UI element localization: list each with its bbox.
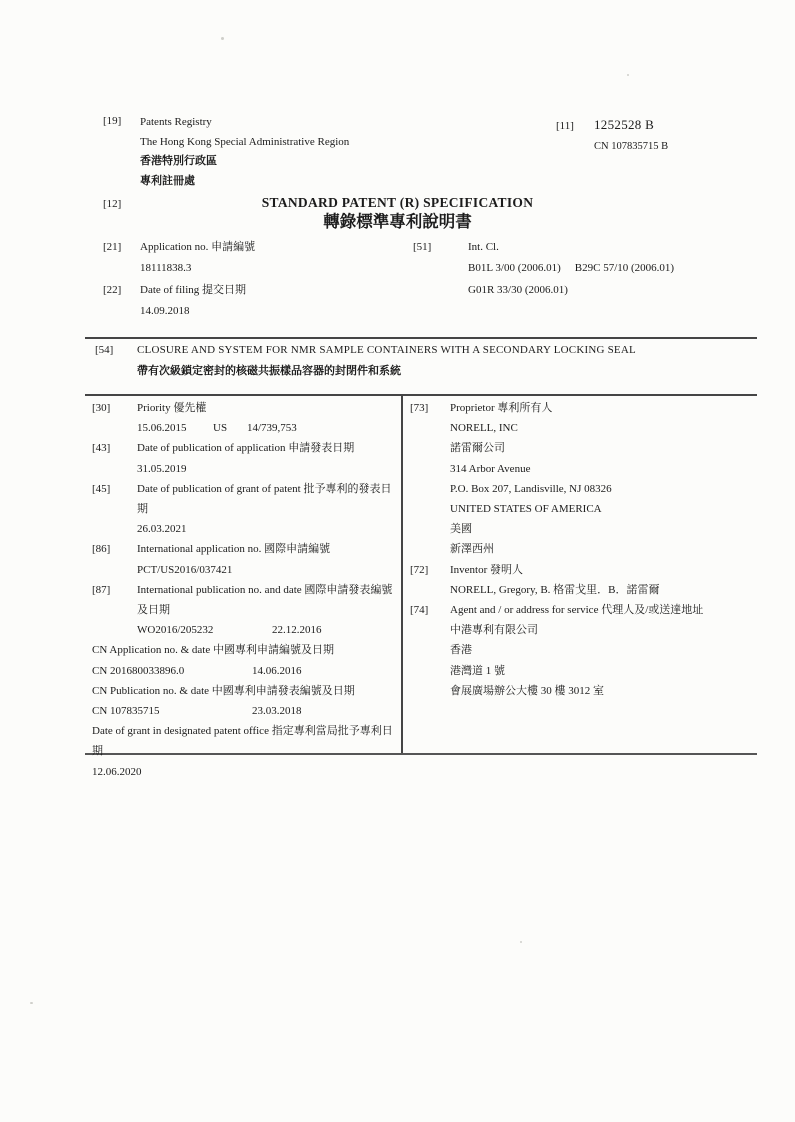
inventor-name: NORELL, Gregory, B. 格雷戈里．B．諾雷爾 bbox=[450, 583, 660, 596]
application-fields-block bbox=[103, 237, 403, 322]
ipc-class-2: B29C 57/10 (2006.01) bbox=[574, 262, 675, 275]
designated-grant-date: 12.06.2020 bbox=[92, 765, 142, 778]
invention-title-en: CLOSURE AND SYSTEM FOR NMR SAMPLE CONTAINERS WITH A SECONDARY LOCKING SEAL bbox=[137, 344, 636, 356]
proprietor-address-city: P.O. Box 207, Landisville, NJ 08326 bbox=[450, 482, 612, 495]
inid-code-87: [87] bbox=[92, 583, 111, 596]
inid-code-86: [86] bbox=[92, 543, 111, 556]
inid-code-73: [73] bbox=[410, 402, 429, 414]
designated-grant-label: Date of grant in designated patent office 指定專利當局批予專利日期 bbox=[92, 725, 393, 758]
ipc-line-1 bbox=[413, 258, 758, 279]
cn-publication-value bbox=[92, 701, 402, 721]
international-publication-value bbox=[92, 620, 402, 640]
priority-number: 14/739,753 bbox=[247, 422, 297, 435]
inid-code-43: [43] bbox=[92, 442, 111, 455]
cn-application-no: CN 201680033896.0 bbox=[92, 664, 185, 677]
inventor-label: Inventor 發明人 bbox=[450, 563, 524, 576]
int-cl-label: Int. Cl. bbox=[468, 241, 499, 253]
ipc-block bbox=[413, 237, 758, 301]
publication-of-grant-date: 26.03.2021 bbox=[137, 523, 187, 536]
cn-publication-label: CN Publication no. & date 中國專利申請發表編號及日期 bbox=[92, 684, 355, 697]
office-dept-zh: 專利註冊處 bbox=[140, 175, 195, 188]
filing-date-label: Date of filing 提交日期 bbox=[140, 283, 247, 296]
publication-of-application-date: 31.05.2019 bbox=[137, 462, 187, 475]
cn-publication-no: CN 107835715 bbox=[92, 705, 160, 718]
priority-value bbox=[92, 418, 402, 438]
scan-speck bbox=[627, 74, 629, 76]
bibliographic-right-column bbox=[410, 398, 757, 701]
document-title-zh: 轉錄標準專利說明書 bbox=[323, 212, 472, 231]
cn-publication-number: CN 107835715 B bbox=[594, 141, 669, 152]
inid-code-30: [30] bbox=[92, 402, 111, 414]
proprietor-name-en: NORELL, INC bbox=[450, 422, 518, 435]
priority-date: 15.06.2015 bbox=[137, 422, 187, 435]
agent-name: 中港專利有限公司 bbox=[450, 624, 538, 637]
field-filing-date bbox=[103, 280, 403, 301]
priority-label: Priority 優先權 bbox=[137, 402, 207, 414]
scan-speck bbox=[520, 941, 522, 943]
office-region-zh: 香港特別行政區 bbox=[140, 155, 217, 168]
horizontal-rule-top bbox=[85, 337, 757, 339]
agent-address-suite: 會展廣場辦公大樓 30 樓 3012 室 bbox=[450, 684, 604, 697]
filing-date-value: 14.09.2018 bbox=[140, 304, 190, 317]
international-application-no: PCT/US2016/037421 bbox=[137, 563, 233, 576]
application-no-label: Application no. 申請編號 bbox=[140, 241, 256, 253]
field-priority bbox=[92, 398, 402, 418]
application-no-value: 18111838.3 bbox=[140, 262, 192, 275]
proprietor-country-en: UNITED STATES OF AMERICA bbox=[450, 503, 602, 516]
inid-code-12: [12] bbox=[103, 198, 122, 210]
cn-application-label: CN Application no. & date 中國專利申請編號及日期 bbox=[92, 644, 334, 657]
field-inventor bbox=[410, 560, 757, 580]
cn-application-value bbox=[92, 661, 402, 681]
inid-code-45: [45] bbox=[92, 482, 111, 495]
field-publication-of-grant bbox=[92, 479, 402, 519]
publication-of-grant-label: Date of publication of grant of patent 批予專利的發表日期 bbox=[137, 482, 392, 516]
invention-title-zh: 帶有次級鎖定密封的核磁共振樣品容器的封閉件和系統 bbox=[137, 364, 401, 377]
publication-number: 1252528 B bbox=[594, 117, 655, 132]
inid-code-72: [72] bbox=[410, 563, 429, 576]
proprietor-country-zh: 美國 bbox=[450, 523, 472, 536]
proprietor-label: Proprietor 專利所有人 bbox=[450, 402, 553, 414]
field-international-application bbox=[92, 539, 402, 559]
document-title-en: STANDARD PATENT (R) SPECIFICATION bbox=[261, 195, 534, 210]
field-application-no bbox=[103, 237, 403, 258]
international-publication-label: International publication no. and date 國際申請發表編號及日期 bbox=[137, 583, 393, 617]
inid-code-21: [21] bbox=[103, 241, 122, 253]
issuing-office-block bbox=[140, 113, 349, 192]
international-publication-date: 22.12.2016 bbox=[272, 624, 322, 637]
international-publication-no: WO2016/205232 bbox=[137, 624, 214, 637]
ipc-class-3: G01R 33/30 (2006.01) bbox=[468, 283, 568, 296]
agent-label: Agent and / or address for service 代理人及/或送達地址 bbox=[450, 604, 704, 617]
priority-country: US bbox=[213, 422, 228, 435]
ipc-class-1: B01L 3/00 (2006.01) bbox=[468, 262, 561, 275]
field-international-publication bbox=[92, 580, 402, 620]
inid-code-74: [74] bbox=[410, 604, 429, 617]
office-name: Patents Registry bbox=[140, 116, 212, 128]
proprietor-name-zh: 諾雷爾公司 bbox=[450, 442, 505, 455]
bibliographic-left-column bbox=[92, 398, 402, 782]
document-title-block bbox=[0, 194, 795, 232]
proprietor-address-street: 314 Arbor Avenue bbox=[450, 462, 531, 475]
international-application-label: International application no. 國際申請編號 bbox=[137, 543, 331, 556]
field-publication-of-application bbox=[92, 438, 402, 458]
field-agent bbox=[410, 600, 757, 620]
agent-address-street: 港灣道 1 號 bbox=[450, 664, 505, 677]
invention-title-row bbox=[95, 340, 757, 361]
inid-code-11: [11] bbox=[556, 120, 574, 132]
inid-code-54: [54] bbox=[95, 344, 114, 356]
office-region-en: The Hong Kong Special Administrative Region bbox=[140, 135, 350, 148]
invention-title-block bbox=[95, 340, 757, 381]
inid-code-22: [22] bbox=[103, 283, 122, 296]
scan-speck bbox=[30, 1002, 33, 1004]
agent-address-region: 香港 bbox=[450, 644, 472, 657]
field-int-cl bbox=[413, 237, 758, 258]
publication-of-application-label: Date of publication of application 申請發表日期 bbox=[137, 442, 355, 455]
scan-speck bbox=[221, 37, 224, 40]
field-proprietor bbox=[410, 398, 757, 418]
proprietor-state-zh: 新澤西州 bbox=[450, 543, 494, 556]
ipc-line-2 bbox=[413, 280, 758, 301]
inid-code-51: [51] bbox=[413, 241, 432, 253]
cn-application-date: 14.06.2016 bbox=[252, 664, 302, 677]
horizontal-rule-middle bbox=[85, 394, 757, 396]
cn-publication-date: 23.03.2018 bbox=[252, 705, 302, 718]
inid-code-19: [19] bbox=[103, 115, 122, 127]
